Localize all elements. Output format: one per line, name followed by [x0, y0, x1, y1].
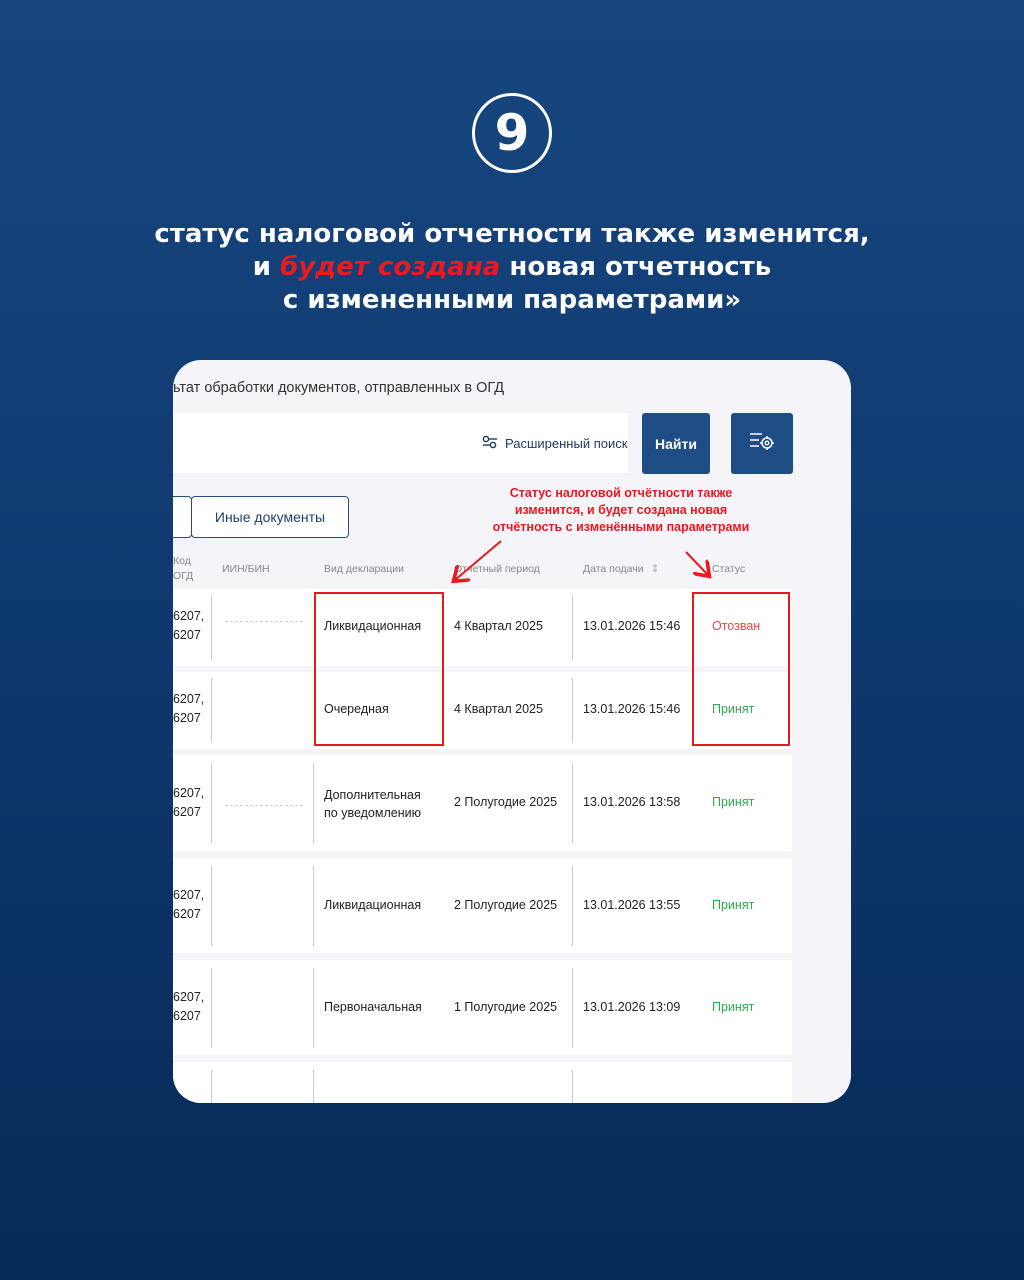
submit-date: 13.01.2026 13:58 — [583, 795, 681, 809]
declaration-type: Ликвидационная — [324, 619, 422, 633]
declaration-type-line-2: по уведомлению — [324, 806, 421, 820]
period: 1 Полугодие 2025 — [454, 1000, 558, 1014]
col-declaration-type: Вид декларации — [324, 563, 404, 575]
period: 4 Квартал 2025 — [454, 702, 543, 716]
period: 2 Полугодие 2025 — [454, 898, 558, 912]
headline-line-2 — [112, 251, 912, 284]
col-ogd-code-line-2: ОГД — [173, 570, 194, 582]
submit-date: 13.01.2026 15:46 — [583, 619, 681, 633]
headline-accent: будет создана — [280, 252, 501, 282]
ogd-code-line-2: 6207 — [173, 628, 201, 642]
sort-icon[interactable]: ⇕ — [650, 563, 660, 575]
ogd-code-line-1: 6207, — [173, 990, 205, 1004]
screenshot-content — [173, 360, 851, 1103]
find-button[interactable]: Найти — [642, 413, 710, 474]
col-period: Отчетный период — [454, 563, 540, 575]
ogd-code-line-2: 6207 — [173, 1009, 201, 1023]
col-ogd-code-line-1: Код — [173, 555, 191, 567]
headline-line-2-start: и — [252, 252, 281, 282]
ogd-code-line-2: 6207 — [173, 711, 201, 725]
submit-date: 13.01.2026 13:55 — [583, 898, 681, 912]
ogd-code-line-2: 6207 — [173, 907, 201, 921]
declaration-type-line-1: Дополнительная — [324, 788, 421, 802]
arrow-to-declaration-type — [455, 541, 501, 580]
period: 2 Полугодие 2025 — [454, 795, 558, 809]
ogd-code-line-1: 6207, — [173, 692, 205, 706]
advanced-search-label: Расширенный поиск — [505, 436, 628, 451]
step-number-badge: 9 — [472, 93, 552, 173]
ogd-code-line-1: 6207, — [173, 786, 205, 800]
annotation-arrows — [173, 360, 851, 1103]
status-badge: Принят — [712, 898, 755, 912]
status-badge: Принят — [712, 1000, 755, 1014]
ogd-code-line-1: 6207, — [173, 609, 205, 623]
submit-date: 13.01.2026 15:46 — [583, 702, 681, 716]
declaration-type: Ликвидационная — [324, 898, 422, 912]
declaration-type: Первоначальная — [324, 1000, 422, 1014]
headline-line-1: статус налоговой отчетности также изменится, — [154, 219, 870, 249]
headline-line-3: с измененными параметрами» — [282, 285, 742, 315]
status-badge: Принят — [712, 795, 755, 809]
col-iin-bin: ИИН/БИН — [222, 563, 270, 575]
headline-line-2-end: новая отчетность — [500, 252, 772, 282]
status-badge: Отозван — [712, 619, 761, 633]
screenshot-card — [173, 360, 851, 1103]
period: 4 Квартал 2025 — [454, 619, 543, 633]
col-status: Статус — [712, 563, 746, 575]
arrow-to-status — [686, 552, 708, 575]
status-badge: Принят — [712, 702, 755, 716]
tab-other-documents[interactable]: Иные документы — [191, 496, 349, 538]
annotation-text: Статус налоговой отчётности также изменится, и будет создана новая отчётность с изменёнными параметрами — [492, 486, 750, 534]
page-heading: ьтат обработки документов, отправленных в ОГД — [173, 380, 505, 396]
declaration-type: Очередная — [324, 702, 389, 716]
ogd-code-line-1: 6207, — [173, 888, 205, 902]
ogd-code-line-2: 6207 — [173, 805, 201, 819]
col-submit-date-label: Дата подачи — [583, 563, 644, 575]
headline — [112, 218, 912, 317]
submit-date: 13.01.2026 13:09 — [583, 1000, 681, 1014]
